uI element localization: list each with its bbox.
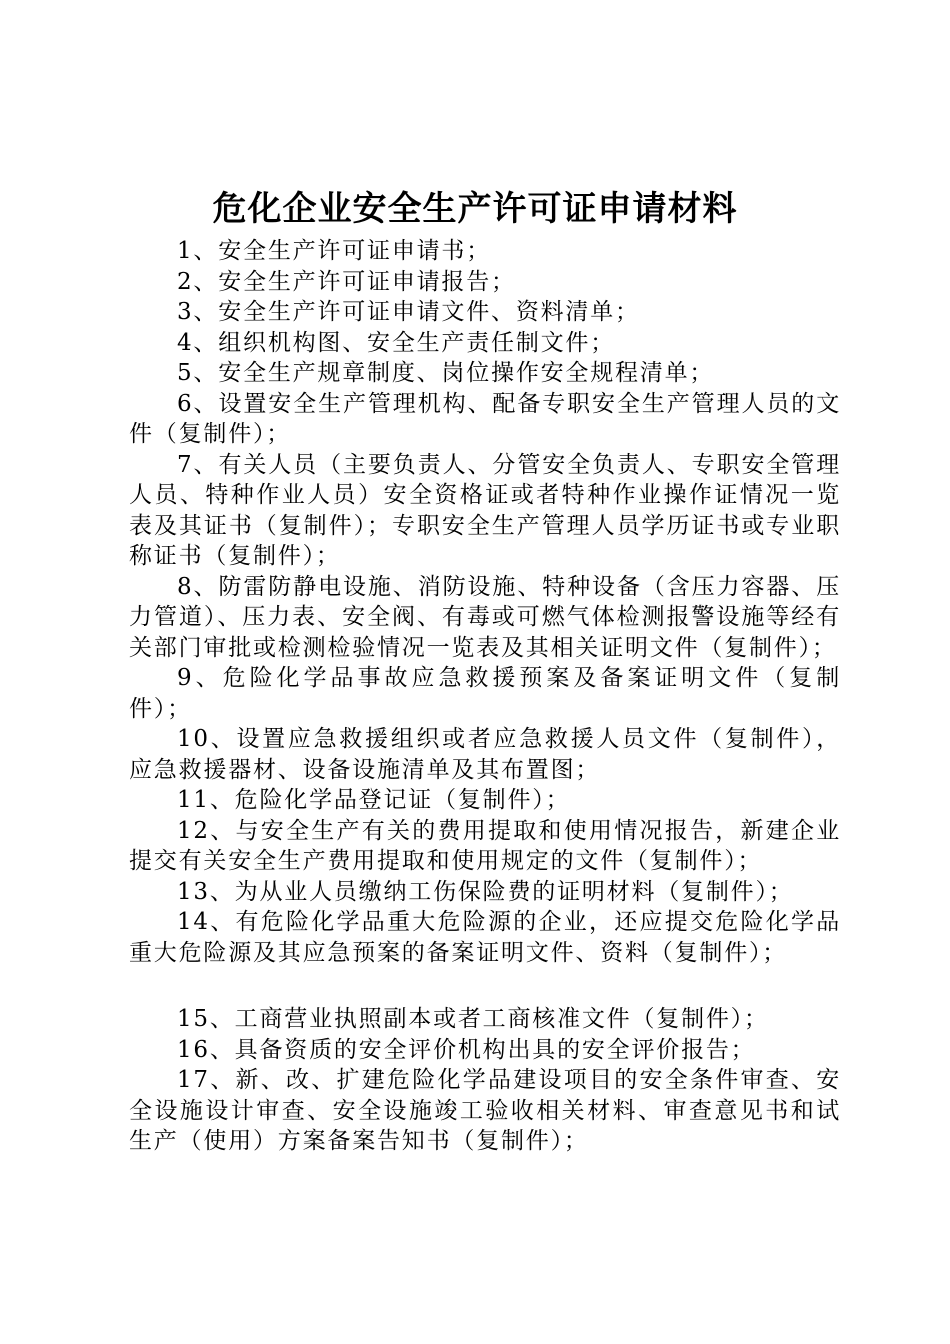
list-item: 11、危险化学品登记证（复制件）； [177, 787, 571, 813]
list-item: 10、设置应急救援组织或者应急救援人员文件（复制件），应急救援器材、设备设施清单及其布置图； [129, 726, 841, 783]
document-title: 危化企业安全生产许可证申请材料 [212, 189, 738, 229]
list-item: 13、为从业人员缴纳工伤保险费的证明材料（复制件）； [177, 878, 794, 905]
list-item: 15、工商营业执照副本或者工商核准文件（复制件）； [177, 1006, 769, 1032]
requirements-list [129, 236, 841, 1157]
list-item: 2、安全生产许可证申请报告； [177, 268, 516, 295]
list-item: 3、安全生产许可证申请文件、资料清单； [177, 299, 640, 325]
list-item: 16、具备资质的安全评价机构出具的安全评价报告； [177, 1036, 756, 1063]
list-item: 14、有危险化学品重大危险源的企业，还应提交危险化学品重大危险源及其应急预案的备案证明文件、资料（复制件）； [129, 909, 841, 966]
list-item: 5、安全生产规章制度、岗位操作安全规程清单； [177, 360, 715, 386]
list-item: 17、新、改、扩建危险化学品建设项目的安全条件审查、安全设施设计审查、安全设施竣工验收相关材料、审查意见书和试生产（使用）方案备案告知书（复制件）； [129, 1067, 841, 1154]
list-item: 7、有关人员（主要负责人、分管安全负责人、专职安全管理人员、特种作业人员）安全资格证或者特种作业操作证情况一览表及其证书（复制件）；专职安全生产管理人员学历证书或专业职称证书（复制件）； [129, 451, 841, 569]
list-item: 12、与安全生产有关的费用提取和使用情况报告，新建企业提交有关安全生产费用提取和使用规定的文件（复制件）； [129, 817, 841, 874]
list-item: 9、危险化学品事故应急救援预案及备案证明文件（复制件）； [129, 665, 841, 722]
list-item: 1、安全生产许可证申请书； [177, 238, 492, 264]
list-item: 8、防雷防静电设施、消防设施、特种设备（含压力容器、压力管道）、压力表、安全阀、有毒或可燃气体检测报警设施等经有关部门审批或检测检验情况一览表及其相关证明文件（复制件）； [129, 573, 841, 661]
list-item: 4、组织机构图、安全生产责任制文件； [177, 329, 616, 356]
list-item: 6、设置安全生产管理机构、配备专职安全生产管理人员的文件（复制件）； [129, 390, 841, 447]
